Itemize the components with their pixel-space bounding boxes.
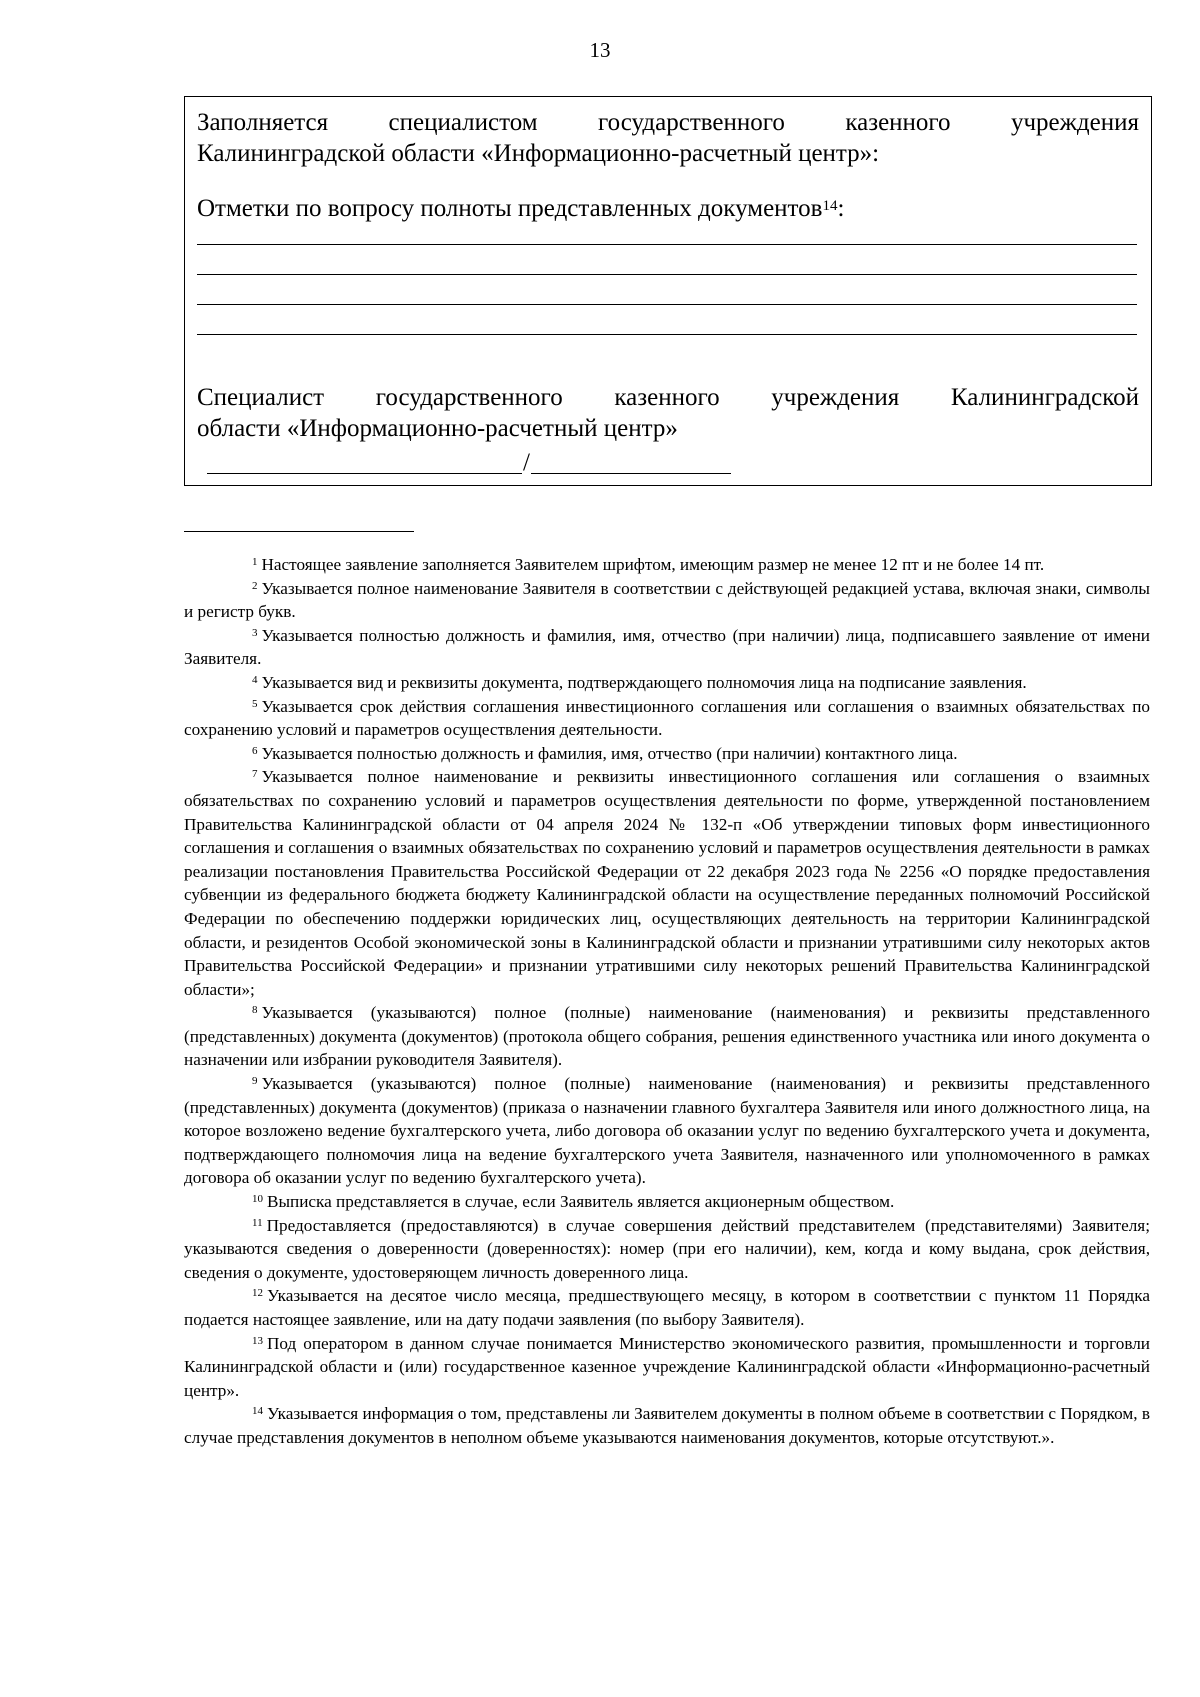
footnote-text: Под оператором в данном случае понимается Министерство экономического развития, промышленности и торговли Калининградской области и (или) государственное казенное учреждение Калининградской области «Информационно-расчетный центр».: [184, 1333, 1150, 1400]
box-heading-line-2: Калининградской области «Информационно-расчетный центр»:: [197, 140, 880, 167]
marks-line-4[interactable]: [197, 334, 1137, 335]
specialist-form-box: [184, 96, 1152, 486]
footnote-text: Указывается информация о том, представлены ли Заявителем документы в полном объеме в соответствии с Порядком, в случае представления документов в неполном объеме указываются наименования документов, которые отсутствуют.».: [184, 1404, 1150, 1447]
footnote-ref-14: 14: [822, 198, 838, 214]
footnote-8: [184, 1001, 1150, 1072]
footnote-1: [184, 553, 1150, 577]
footnote-number: 12: [252, 1287, 263, 1300]
footnote-text: Указывается на десятое число месяца, предшествующего месяцу, в котором в соответствии с пунктом 11 Порядка подается настоящее заявление, или на дату подачи заявления (по выбору Заявителя).: [184, 1286, 1150, 1329]
signature-row: [197, 449, 1139, 476]
footnote-text: Указывается срок действия соглашения инвестиционного соглашения или соглашения о взаимных обязательствах по сохранению условий и параметров осуществления деятельности.: [184, 696, 1150, 740]
footnote-number: 9: [252, 1075, 258, 1088]
footnote-10: [184, 1190, 1150, 1214]
footnote-13: [184, 1332, 1150, 1403]
footnote-text: Указывается полностью должность и фамилия, имя, отчество (при наличии) лица, подписавшего заявление от имени Заявителя.: [184, 625, 1150, 669]
footnote-number: 6: [252, 744, 258, 757]
signature-name-field[interactable]: [531, 455, 731, 474]
page-number: 13: [589, 38, 611, 62]
footnote-number: 4: [252, 673, 258, 686]
footnote-number: 8: [252, 1004, 258, 1017]
footnote-number: 7: [252, 768, 258, 781]
footnote-14: [184, 1402, 1150, 1449]
footnote-7: [184, 765, 1150, 1001]
footnote-4: [184, 671, 1150, 695]
box-heading: [197, 107, 1139, 169]
footnote-text: Указывается вид и реквизиты документа, подтверждающего полномочия лица на подписание заявления.: [261, 672, 1027, 692]
specialist-label: [197, 382, 1139, 444]
specialist-label-line-2: области «Информационно-расчетный центр»: [197, 415, 678, 442]
footnote-number: 5: [252, 697, 258, 710]
footnote-text: Предоставляется (предоставляются) в случае совершения действий представителем (представителями) Заявителя; указываются сведения о доверенности (доверенностях): номер (при его наличии), кем, когда и кому выдана, срок действия, сведения о документе, удостоверяющем личность доверенного лица.: [184, 1215, 1150, 1282]
footnote-9: [184, 1072, 1150, 1190]
completeness-marks-colon: :: [837, 195, 845, 222]
footnote-number: 10: [252, 1193, 263, 1206]
footnote-text: Настоящее заявление заполняется Заявителем шрифтом, имеющим размер не менее 12 пт и не более 14 пт.: [261, 555, 1045, 574]
footnote-5: [184, 695, 1150, 742]
completeness-marks-title: [197, 193, 1139, 224]
footnote-11: [184, 1214, 1150, 1285]
footnote-text: Указывается (указываются) полное (полные) наименование (наименования) и реквизиты представленного (представленных) документа (документов) (приказа о назначении главного бухгалтера Заявителя или иного должностного лица, на которое возложено ведение бухгалтерского учета, либо договора об оказании услуг по ведению бухгалтерского учета и документа, подтверждающего полномочия лица на ведение бухгалтерского учета Заявителя, назначенного или уполномоченного в рамках договора об оказании услуг по ведению бухгалтерского учета).: [184, 1074, 1150, 1188]
footnote-number: 14: [252, 1405, 263, 1418]
footnote-text: Выписка представляется в случае, если Заявитель является акционерным обществом.: [267, 1192, 895, 1212]
marks-line-2[interactable]: [197, 274, 1137, 275]
footnote-12: [184, 1284, 1150, 1331]
footnote-number: 13: [252, 1334, 263, 1347]
marks-line-3[interactable]: [197, 304, 1137, 305]
footnote-text: Указывается полностью должность и фамилия, имя, отчество (при наличии) контактного лица.: [261, 743, 958, 763]
footnote-separator: [184, 531, 414, 532]
footnote-number: 11: [252, 1216, 263, 1229]
footnote-text: Указывается (указываются) полное (полные) наименование (наименования) и реквизиты представленного (представленных) документа (документов) (протокола общего собрания, решения единственного участника или иного документа о назначении или избрании руководителя Заявителя).: [184, 1003, 1150, 1070]
footnote-text: Указывается полное наименование Заявителя в соответствии с действующей редакцией устава, включая знаки, символы и регистр букв.: [184, 578, 1150, 622]
footnote-2: [184, 577, 1150, 624]
footnote-number: 3: [252, 626, 258, 639]
footnote-3: [184, 624, 1150, 671]
footnotes: [184, 553, 1150, 1450]
signature-separator: /: [523, 449, 530, 476]
specialist-label-line-1: Специалист государственного казенного учреждения Калининградской: [197, 384, 1139, 411]
footnote-text: Указывается полное наименование и реквизиты инвестиционного соглашения или соглашения о взаимных обязательствах по сохранению условий и параметров осуществления деятельности по форме, утвержденной постановлением Правительства Калининградской области от 04 апреля 2024 № 132-п «Об утверждении типовых форм инвестиционного соглашения и соглашения о взаимных обязательствах по сохранению условий и параметров осуществления деятельности в рамках реализации постановления Правительства Российской Федерации от 22 декабря 2023 года № 2256 «О порядке предоставления субвенции из федерального бюджета бюджету Калининградской области на осуществление переданных полномочий Российской Федерации по обеспечению поддержки юридических лиц, осуществляющих деятельность на территории Калининградской области, и резидентов Особой экономической зоны в Калининградской области и признании утратившими силу некоторых актов Правительства Российской Федерации» и признании утратившими силу некоторых решений Правительства Калининградской области»;: [184, 767, 1150, 999]
completeness-marks-label: Отметки по вопросу полноты представленных документов: [197, 195, 823, 222]
footnote-number: 2: [252, 579, 258, 592]
footnote-6: [184, 742, 1150, 766]
box-heading-line-1: Заполняется специалистом государственного казенного учреждения: [197, 109, 1139, 136]
marks-line-1[interactable]: [197, 244, 1137, 245]
footnote-number: 1: [252, 556, 258, 568]
signature-field[interactable]: [207, 455, 522, 474]
